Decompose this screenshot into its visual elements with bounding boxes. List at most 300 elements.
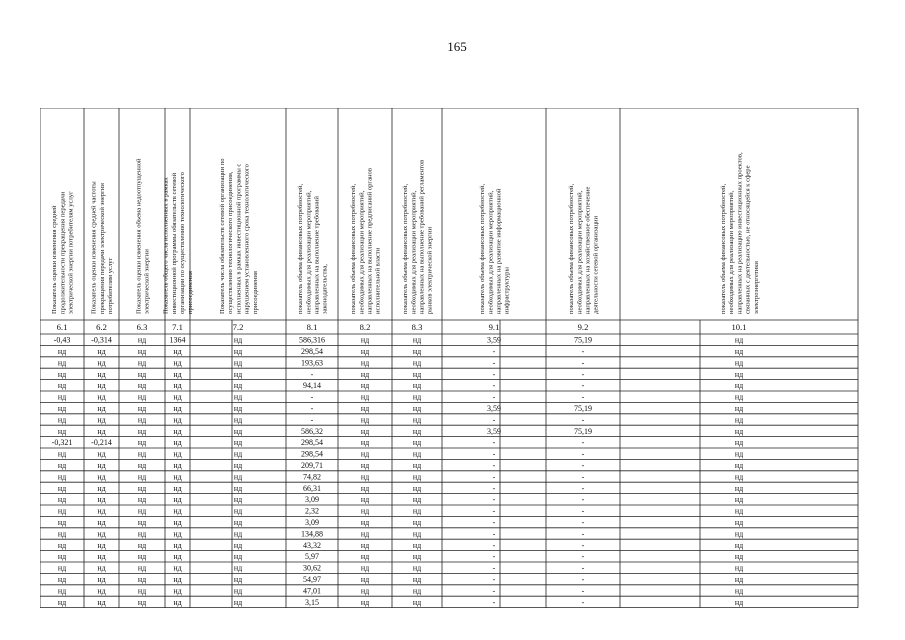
- table-cell: 66,31: [303, 483, 321, 493]
- table-cell: нд: [137, 597, 147, 607]
- table-cell: нд: [173, 540, 182, 550]
- table-cell: -: [492, 506, 496, 516]
- table-cell: -: [581, 586, 585, 596]
- column-number: 7.2: [232, 322, 244, 332]
- table-cell: нд: [360, 358, 370, 368]
- table-cell: нд: [137, 575, 147, 584]
- table-cell: нд: [173, 472, 182, 482]
- table-cell: нд: [412, 540, 422, 550]
- table-cell: нд: [734, 415, 744, 425]
- table-cell: нд: [233, 472, 243, 482]
- table-cell: 75,19: [574, 404, 592, 413]
- table-cell: нд: [173, 449, 182, 459]
- table-cell: нд: [412, 495, 422, 505]
- table-cell: нд: [233, 518, 243, 527]
- table-cell: нд: [173, 552, 182, 562]
- table-cell: нд: [97, 506, 106, 516]
- table-cell: нд: [173, 483, 182, 493]
- table-cell: -0,321: [51, 438, 73, 448]
- table-cell: нд: [412, 438, 422, 448]
- column-header-line: Показатель оценки изменения средней частоты: [90, 181, 98, 314]
- table-cell: нд: [360, 347, 370, 356]
- table-cell: нд: [97, 461, 106, 470]
- table-cell: -: [492, 518, 496, 527]
- table-cell: нд: [57, 518, 67, 527]
- table-cell: -: [492, 438, 496, 448]
- table-cell: нд: [360, 381, 370, 391]
- table-cell: нд: [233, 529, 243, 539]
- table-cell: -: [492, 575, 496, 584]
- table-cell: нд: [734, 540, 744, 550]
- table-cell: нд: [97, 586, 106, 596]
- column-header-line: присоединения: [187, 271, 195, 314]
- table-cell: -: [310, 392, 314, 402]
- table-cell: нд: [360, 404, 370, 413]
- table-cell: нд: [137, 552, 147, 562]
- table-cell: нд: [137, 381, 147, 391]
- table-cell: нд: [173, 529, 182, 539]
- table-cell: нд: [360, 415, 370, 425]
- table-cell: нд: [173, 369, 182, 379]
- table-cell: нд: [412, 381, 422, 391]
- column-number: 7.1: [172, 322, 183, 332]
- column-header-line: направленных на выполнение требований: [313, 196, 321, 314]
- table-cell: нд: [734, 347, 744, 356]
- table-cell: -: [492, 472, 496, 482]
- table-cell: нд: [173, 438, 182, 448]
- table-cell: нд: [734, 472, 744, 482]
- table-cell: нд: [57, 415, 67, 425]
- table-cell: нд: [57, 449, 67, 459]
- table-cell: -: [310, 415, 314, 425]
- column-header-line: показатель объема финансовых потребностей,: [297, 183, 305, 314]
- table-cell: нд: [173, 575, 182, 584]
- table-cell: нд: [412, 358, 422, 368]
- column-header-line: деятельности сетевой организации: [592, 215, 600, 314]
- table-cell: нд: [233, 506, 243, 516]
- table-cell: нд: [233, 392, 243, 402]
- table-cell: нд: [360, 552, 370, 562]
- column-number: 9.1: [488, 322, 500, 332]
- table-cell: нд: [734, 483, 744, 493]
- table-cell: нд: [57, 529, 67, 539]
- table-cell: 3,59: [487, 426, 501, 436]
- table-cell: нд: [412, 483, 422, 493]
- table-cell: нд: [97, 552, 106, 562]
- column-header-line: необходимых для реализации мероприятий,: [305, 190, 313, 314]
- table-cell: нд: [173, 392, 182, 402]
- table-cell: нд: [57, 381, 67, 391]
- table-cell: -0,43: [53, 335, 71, 345]
- table-cell: нд: [97, 540, 106, 550]
- table-cell: нд: [97, 472, 106, 482]
- table-cell: нд: [734, 438, 744, 448]
- table-cell: нд: [173, 506, 182, 516]
- table-cell: нд: [360, 449, 370, 459]
- table-cell: нд: [137, 483, 147, 493]
- table-cell: нд: [360, 575, 370, 584]
- table-cell: нд: [173, 495, 182, 505]
- table-cell: нд: [233, 438, 243, 448]
- column-number: 9.2: [577, 322, 589, 332]
- page-number: 165: [447, 39, 467, 54]
- table-cell: нд: [360, 597, 370, 607]
- table-cell: нд: [412, 347, 422, 356]
- column-header-line: нарушением установленного срока технологического: [243, 164, 251, 314]
- table-cell: нд: [97, 415, 106, 425]
- table-cell: 3,59: [487, 404, 501, 413]
- column-header-line: продолжительности прекращения передачи: [59, 191, 67, 314]
- table-cell: нд: [173, 563, 182, 573]
- table-cell: -: [492, 597, 496, 607]
- table-cell: нд: [233, 461, 243, 470]
- table-cell: нд: [233, 552, 243, 562]
- table-cell: нд: [173, 518, 182, 527]
- column-header-line: инвестиционной программы обязательств сетевой: [170, 172, 178, 314]
- column-header-line: Показатель оценки изменения средней: [51, 205, 59, 314]
- table-cell: нд: [734, 404, 744, 413]
- column-header-line: рынков электрической энергии: [426, 226, 434, 314]
- table-cell: нд: [233, 575, 243, 584]
- table-cell: нд: [173, 586, 182, 596]
- column-header-line: электроэнергетики: [752, 261, 760, 314]
- table-cell: нд: [734, 495, 744, 505]
- table-cell: -: [581, 438, 585, 448]
- table-cell: нд: [412, 461, 422, 470]
- table-cell: -: [492, 552, 496, 562]
- table-cell: нд: [734, 563, 744, 573]
- table-cell: 298,54: [301, 449, 323, 459]
- table-cell: нд: [57, 358, 67, 368]
- table-cell: нд: [233, 369, 243, 379]
- table-cell: нд: [360, 438, 370, 448]
- table-cell: нд: [173, 597, 182, 607]
- table-cell: -: [581, 347, 585, 356]
- table-cell: -: [581, 415, 585, 425]
- column-header-line: связанных с деятельностью, не относящейся к сфере: [744, 165, 752, 314]
- table-cell: нд: [734, 529, 744, 539]
- column-number: 6.2: [96, 322, 107, 332]
- table-cell: -: [492, 347, 496, 356]
- table-cell: нд: [412, 586, 422, 596]
- table-cell: нд: [734, 506, 744, 516]
- table-cell: -: [492, 449, 496, 459]
- table-cell: -: [581, 575, 585, 584]
- column-header-line: осуществлению технологического присоединения,: [227, 171, 235, 314]
- table-cell: нд: [57, 586, 67, 596]
- table-cell: -: [492, 369, 496, 379]
- table-cell: нд: [137, 392, 147, 402]
- table-cell: нд: [734, 518, 744, 527]
- table-cell: 3,15: [305, 597, 319, 607]
- table-cell: -: [492, 563, 496, 573]
- column-header-line: электрической энергии: [143, 249, 151, 314]
- table-cell: 3,59: [487, 335, 501, 345]
- column-header-line: показатель объема финансовых потребностей,: [568, 183, 576, 314]
- table-cell: нд: [360, 563, 370, 573]
- column-header-line: направленных на хозяйственное обеспечение: [584, 186, 592, 314]
- table-cell: нд: [734, 449, 744, 459]
- table-cell: -: [581, 495, 585, 505]
- table-cell: нд: [360, 392, 370, 402]
- table-cell: нд: [412, 392, 422, 402]
- column-header-line: потребителям услуг: [107, 257, 115, 314]
- table-cell: нд: [734, 461, 744, 470]
- table-cell: нд: [734, 369, 744, 379]
- table-cell: -: [581, 369, 585, 379]
- column-header-line: Показатель общего числа исполненных в рамках: [162, 177, 170, 314]
- table-cell: нд: [57, 540, 67, 550]
- table-cell: нд: [97, 426, 106, 436]
- table-cell: нд: [233, 563, 243, 573]
- table-cell: нд: [97, 358, 106, 368]
- table-cell: нд: [137, 335, 147, 345]
- table-cell: нд: [137, 426, 147, 436]
- table-cell: нд: [360, 540, 370, 550]
- table-cell: нд: [57, 404, 67, 413]
- column-header-line: показатель объема финансовых потребностей,: [350, 183, 358, 314]
- column-header-line: организации по осуществлению технологического: [179, 172, 186, 314]
- table-cell: нд: [57, 563, 67, 573]
- table-cell: -: [492, 529, 496, 539]
- table-cell: нд: [233, 415, 243, 425]
- table-cell: нд: [137, 563, 147, 573]
- table-cell: нд: [137, 449, 147, 459]
- table-cell: нд: [137, 369, 147, 379]
- table-cell: нд: [97, 347, 106, 356]
- column-number: 6.1: [56, 322, 68, 332]
- table-cell: нд: [137, 358, 147, 368]
- table-cell: нд: [173, 381, 182, 391]
- table-cell: нд: [97, 381, 106, 391]
- table-cell: нд: [137, 347, 147, 356]
- table-cell: нд: [360, 518, 370, 527]
- table-cell: 298,54: [301, 347, 323, 356]
- table-cell: нд: [233, 449, 243, 459]
- table-cell: -: [492, 392, 496, 402]
- table-cell: нд: [137, 461, 147, 470]
- column-header-line: направленных на выполнение требований регламентов: [418, 159, 426, 314]
- table-cell: нд: [173, 415, 182, 425]
- column-number: 8.2: [359, 322, 371, 332]
- table-cell: нд: [233, 404, 243, 413]
- table-cell: -: [581, 518, 585, 527]
- table-cell: нд: [734, 597, 744, 607]
- table-cell: -: [581, 552, 585, 562]
- table-cell: 30,62: [303, 563, 321, 573]
- column-header-line: необходимых для реализации мероприятий,: [728, 190, 736, 314]
- table-cell: нд: [412, 529, 422, 539]
- table-cell: 54,97: [303, 575, 321, 584]
- column-header-line: необходимых для реализации мероприятий,: [410, 190, 418, 314]
- table-cell: нд: [57, 347, 67, 356]
- table-cell: нд: [57, 552, 67, 562]
- table-cell: нд: [233, 335, 243, 345]
- column-header-line: прекращения передачи электрической энергии: [98, 183, 106, 314]
- table-cell: 3,09: [305, 495, 319, 505]
- table-cell: -: [492, 483, 496, 493]
- column-header-line: необходимых для реализации мероприятий,: [358, 190, 366, 314]
- table-cell: -: [492, 540, 496, 550]
- column-header-line: направленных на реализацию инвестиционных проектов,: [736, 152, 744, 314]
- table-cell: нд: [137, 415, 147, 425]
- table-cell: -: [492, 461, 496, 470]
- column-header-line: присоединения: [251, 271, 259, 314]
- table-cell: нд: [97, 369, 106, 379]
- table-cell: 75,19: [574, 426, 592, 436]
- table-cell: нд: [57, 495, 67, 505]
- column-header-line: необходимых для реализации мероприятий,: [487, 190, 495, 314]
- table-cell: 74,82: [303, 472, 321, 482]
- table-cell: нд: [412, 415, 422, 425]
- table-cell: нд: [97, 404, 106, 413]
- column-number: 6.3: [136, 322, 148, 332]
- table-cell: нд: [412, 335, 422, 345]
- table-cell: нд: [97, 597, 106, 607]
- column-header-line: показатель объема финансовых потребностей,: [720, 183, 727, 314]
- table-cell: -0,214: [91, 438, 112, 448]
- table-cell: нд: [97, 495, 106, 505]
- table-cell: нд: [137, 529, 147, 539]
- table-cell: нд: [412, 518, 422, 527]
- table-cell: нд: [173, 347, 182, 356]
- table-cell: нд: [412, 426, 422, 436]
- table-cell: нд: [233, 347, 243, 356]
- table-cell: нд: [412, 506, 422, 516]
- column-header-line: показатель объема финансовых потребностей,: [402, 183, 410, 314]
- table-cell: нд: [57, 472, 67, 482]
- column-header-line: направленных на выполнение предписаний органов: [366, 168, 374, 314]
- table-cell: нд: [97, 392, 106, 402]
- table-cell: нд: [137, 540, 147, 550]
- table-cell: -: [492, 495, 496, 505]
- table-cell: нд: [412, 404, 422, 413]
- table-cell: 586,32: [301, 426, 323, 436]
- table-cell: нд: [412, 597, 422, 607]
- column-header-line: исполнительной власти: [374, 247, 382, 314]
- table-cell: нд: [97, 483, 106, 493]
- table-cell: нд: [734, 358, 744, 368]
- table-cell: нд: [57, 392, 67, 402]
- table-cell: нд: [360, 495, 370, 505]
- table-cell: нд: [233, 586, 243, 596]
- table-cell: нд: [734, 426, 744, 436]
- table-cell: нд: [360, 461, 370, 470]
- column-header-line: направленных на развитие информационной: [495, 188, 503, 314]
- table-cell: -: [581, 540, 585, 550]
- table-cell: 298,54: [301, 438, 323, 448]
- table-cell: нд: [233, 381, 243, 391]
- table-cell: нд: [173, 426, 182, 436]
- column-header-line: необходимых для реализации мероприятий,: [576, 190, 584, 314]
- table-cell: нд: [137, 404, 147, 413]
- column-header-line: законодательства,: [321, 264, 329, 314]
- table-cell: 586,316: [299, 335, 325, 345]
- table-cell: 5,97: [305, 552, 319, 562]
- table-cell: 209,71: [301, 461, 323, 470]
- data-table: [40, 108, 860, 612]
- table-cell: нд: [233, 540, 243, 550]
- table-cell: 3,09: [305, 518, 319, 527]
- table-cell: -: [581, 358, 585, 368]
- table-cell: -: [581, 483, 585, 493]
- table-cell: -0,314: [91, 335, 112, 345]
- table-cell: нд: [97, 449, 106, 459]
- table-cell: -: [581, 506, 585, 516]
- table-cell: нд: [412, 472, 422, 482]
- table-cell: нд: [57, 461, 67, 470]
- table-cell: нд: [57, 506, 67, 516]
- column-number: 8.1: [306, 322, 318, 332]
- table-cell: -: [581, 392, 585, 402]
- table-cell: 2,32: [305, 506, 319, 516]
- table-cell: нд: [97, 563, 106, 573]
- table-cell: нд: [734, 392, 744, 402]
- table-cell: нд: [360, 506, 370, 516]
- table-cell: -: [581, 381, 585, 391]
- table-cell: -: [310, 404, 314, 413]
- table-cell: нд: [233, 597, 243, 607]
- table-cell: нд: [57, 426, 67, 436]
- column-header-line: исполненных в рамках инвестиционной программы с: [235, 163, 243, 314]
- table-cell: 193,63: [301, 358, 323, 368]
- column-header-line: показатель объема финансовых потребностей,: [479, 183, 487, 314]
- table-cell: нд: [412, 563, 422, 573]
- table-cell: 75,19: [574, 335, 592, 345]
- column-number: 10.1: [731, 322, 747, 332]
- table-cell: нд: [173, 404, 182, 413]
- table-cell: -: [581, 529, 585, 539]
- table-cell: нд: [233, 483, 243, 493]
- column-header-line: электрической энергии потребителям услуг: [67, 191, 75, 314]
- table-cell: нд: [233, 358, 243, 368]
- table-cell: -: [581, 472, 585, 482]
- table-cell: -: [492, 358, 496, 368]
- table-cell: -: [581, 597, 585, 607]
- column-header-line: Показатель числа обязательств сетевой организации по: [219, 158, 226, 314]
- table-cell: нд: [57, 597, 67, 607]
- table-cell: нд: [360, 529, 370, 539]
- table-cell: нд: [233, 426, 243, 436]
- table-cell: нд: [360, 472, 370, 482]
- table-cell: нд: [360, 426, 370, 436]
- table-cell: -: [310, 369, 314, 379]
- table-cell: нд: [137, 586, 147, 596]
- table-cell: нд: [57, 369, 67, 379]
- table-cell: 43,32: [303, 540, 321, 550]
- table-cell: -: [581, 449, 585, 459]
- table-cell: нд: [734, 335, 744, 345]
- table-cell: 94,14: [303, 381, 321, 391]
- table-cell: нд: [137, 518, 147, 527]
- table-cell: -: [581, 563, 585, 573]
- table-cell: -: [581, 461, 585, 470]
- table-cell: нд: [137, 438, 147, 448]
- table-cell: нд: [57, 483, 67, 493]
- table-cell: нд: [734, 575, 744, 584]
- table-cell: нд: [137, 472, 147, 482]
- table-cell: нд: [412, 369, 422, 379]
- table-cell: 1364: [169, 335, 186, 345]
- table-cell: нд: [412, 552, 422, 562]
- table-cell: нд: [97, 529, 106, 539]
- table-cell: нд: [360, 335, 370, 345]
- table-cell: нд: [734, 586, 744, 596]
- column-number: 8.3: [411, 322, 423, 332]
- table-cell: 134,88: [301, 529, 323, 539]
- table-cell: нд: [734, 381, 744, 391]
- table-cell: нд: [360, 369, 370, 379]
